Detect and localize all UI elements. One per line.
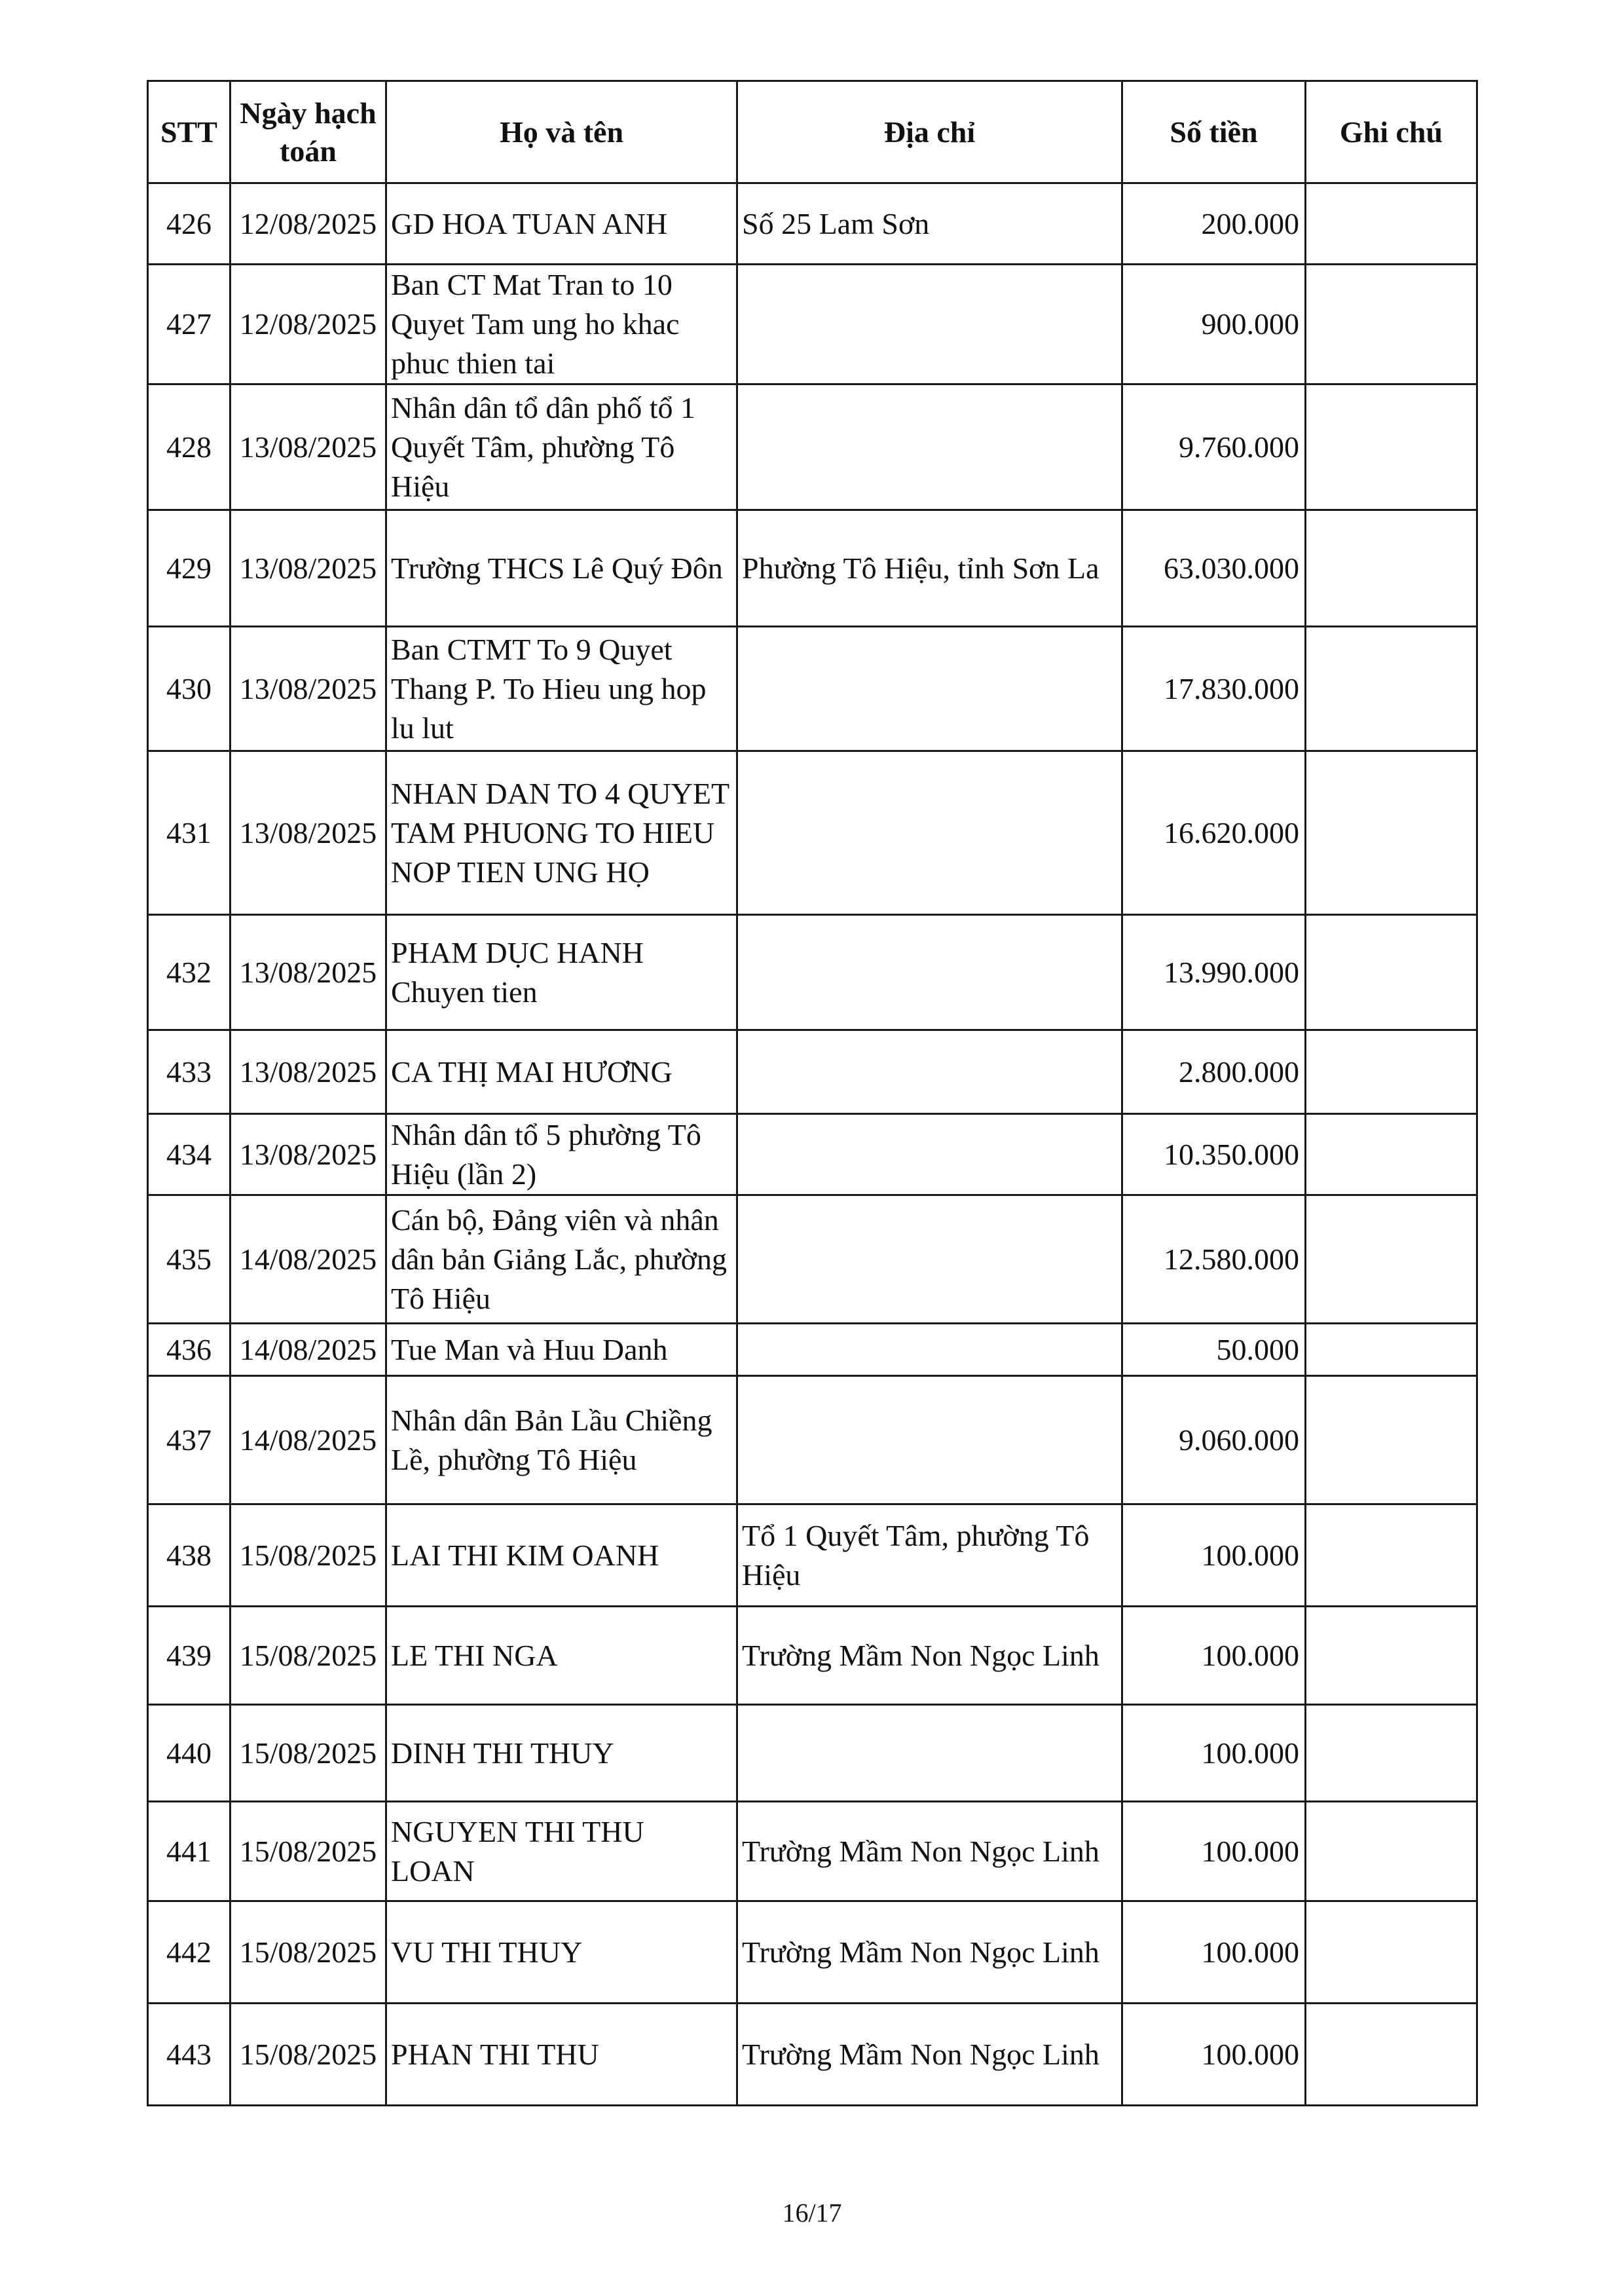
cell-stt: 437 bbox=[148, 1376, 231, 1504]
cell-name: Ban CTMT To 9 Quyet Thang P. To Hieu ung hop lu lut bbox=[386, 627, 737, 751]
cell-address bbox=[737, 1195, 1122, 1324]
table-row bbox=[148, 1901, 1477, 2004]
cell-date: 13/08/2025 bbox=[231, 751, 386, 915]
cell-stt: 438 bbox=[148, 1504, 231, 1607]
cell-name: PHAM DỤC HANH Chuyen tien bbox=[386, 915, 737, 1030]
table-row bbox=[148, 1030, 1477, 1114]
table-row bbox=[148, 384, 1477, 510]
cell-stt: 426 bbox=[148, 183, 231, 265]
cell-amount: 9.060.000 bbox=[1122, 1376, 1306, 1504]
cell-date: 13/08/2025 bbox=[231, 915, 386, 1030]
table-row bbox=[148, 915, 1477, 1030]
cell-stt: 432 bbox=[148, 915, 231, 1030]
cell-amount: 900.000 bbox=[1122, 265, 1306, 384]
cell-note bbox=[1306, 1195, 1477, 1324]
cell-name: Nhân dân tổ 5 phường Tô Hiệu (lần 2) bbox=[386, 1114, 737, 1195]
cell-date: 13/08/2025 bbox=[231, 1030, 386, 1114]
table-row bbox=[148, 1607, 1477, 1705]
cell-stt: 427 bbox=[148, 265, 231, 384]
cell-address bbox=[737, 751, 1122, 915]
cell-amount: 100.000 bbox=[1122, 1901, 1306, 2004]
cell-note bbox=[1306, 915, 1477, 1030]
cell-amount: 13.990.000 bbox=[1122, 915, 1306, 1030]
cell-note bbox=[1306, 510, 1477, 627]
table-row bbox=[148, 183, 1477, 265]
cell-date: 13/08/2025 bbox=[231, 1114, 386, 1195]
cell-note bbox=[1306, 2004, 1477, 2106]
cell-address: Trường Mầm Non Ngọc Linh bbox=[737, 2004, 1122, 2106]
cell-note bbox=[1306, 1030, 1477, 1114]
table-row bbox=[148, 627, 1477, 751]
cell-note bbox=[1306, 265, 1477, 384]
header-row bbox=[148, 81, 1477, 183]
table-row bbox=[148, 1324, 1477, 1376]
cell-date: 14/08/2025 bbox=[231, 1324, 386, 1376]
cell-address: Số 25 Lam Sơn bbox=[737, 183, 1122, 265]
cell-amount: 16.620.000 bbox=[1122, 751, 1306, 915]
cell-note bbox=[1306, 1504, 1477, 1607]
header-amount: Số tiền bbox=[1122, 81, 1306, 183]
cell-name: Cán bộ, Đảng viên và nhân dân bản Giảng Lắc, phường Tô Hiệu bbox=[386, 1195, 737, 1324]
cell-stt: 433 bbox=[148, 1030, 231, 1114]
cell-name: VU THI THUY bbox=[386, 1901, 737, 2004]
cell-stt: 436 bbox=[148, 1324, 231, 1376]
cell-name: LAI THI KIM OANH bbox=[386, 1504, 737, 1607]
cell-address: Trường Mầm Non Ngọc Linh bbox=[737, 1901, 1122, 2004]
table-row bbox=[148, 1376, 1477, 1504]
cell-address bbox=[737, 627, 1122, 751]
cell-address bbox=[737, 1030, 1122, 1114]
cell-date: 15/08/2025 bbox=[231, 1802, 386, 1901]
table-body bbox=[148, 183, 1477, 2106]
cell-stt: 443 bbox=[148, 2004, 231, 2106]
cell-amount: 50.000 bbox=[1122, 1324, 1306, 1376]
header-name: Họ và tên bbox=[386, 81, 737, 183]
cell-amount: 100.000 bbox=[1122, 2004, 1306, 2106]
header-note: Ghi chú bbox=[1306, 81, 1477, 183]
table-row bbox=[148, 751, 1477, 915]
cell-address bbox=[737, 384, 1122, 510]
cell-name: Trường THCS Lê Quý Đôn bbox=[386, 510, 737, 627]
table-row bbox=[148, 1195, 1477, 1324]
cell-date: 14/08/2025 bbox=[231, 1195, 386, 1324]
header-address: Địa chỉ bbox=[737, 81, 1122, 183]
cell-amount: 200.000 bbox=[1122, 183, 1306, 265]
page-number: 16/17 bbox=[782, 2198, 842, 2228]
cell-name: DINH THI THUY bbox=[386, 1705, 737, 1802]
cell-name: Nhân dân tổ dân phố tổ 1 Quyết Tâm, phường Tô Hiệu bbox=[386, 384, 737, 510]
table-row bbox=[148, 510, 1477, 627]
cell-address: Trường Mầm Non Ngọc Linh bbox=[737, 1802, 1122, 1901]
table-row bbox=[148, 1504, 1477, 1607]
cell-name: PHAN THI THU bbox=[386, 2004, 737, 2106]
header-date: Ngày hạch toán bbox=[231, 81, 386, 183]
cell-date: 12/08/2025 bbox=[231, 183, 386, 265]
cell-address bbox=[737, 1705, 1122, 1802]
cell-date: 15/08/2025 bbox=[231, 1705, 386, 1802]
table-row bbox=[148, 1705, 1477, 1802]
cell-stt: 441 bbox=[148, 1802, 231, 1901]
cell-stt: 431 bbox=[148, 751, 231, 915]
cell-name: Ban CT Mat Tran to 10 Quyet Tam ung ho khac phuc thien tai bbox=[386, 265, 737, 384]
cell-name: LE THI NGA bbox=[386, 1607, 737, 1705]
cell-note bbox=[1306, 1324, 1477, 1376]
table-row bbox=[148, 265, 1477, 384]
cell-note bbox=[1306, 1901, 1477, 2004]
cell-stt: 434 bbox=[148, 1114, 231, 1195]
cell-date: 13/08/2025 bbox=[231, 627, 386, 751]
cell-note bbox=[1306, 751, 1477, 915]
cell-stt: 435 bbox=[148, 1195, 231, 1324]
cell-date: 13/08/2025 bbox=[231, 384, 386, 510]
cell-address: Trường Mầm Non Ngọc Linh bbox=[737, 1607, 1122, 1705]
cell-stt: 439 bbox=[148, 1607, 231, 1705]
cell-amount: 2.800.000 bbox=[1122, 1030, 1306, 1114]
table-row bbox=[148, 1802, 1477, 1901]
cell-address bbox=[737, 1114, 1122, 1195]
cell-address: Tổ 1 Quyết Tâm, phường Tô Hiệu bbox=[737, 1504, 1122, 1607]
cell-date: 15/08/2025 bbox=[231, 1607, 386, 1705]
cell-stt: 428 bbox=[148, 384, 231, 510]
cell-name: Nhân dân Bản Lầu Chiềng Lề, phường Tô Hiệu bbox=[386, 1376, 737, 1504]
cell-address bbox=[737, 1376, 1122, 1504]
cell-address bbox=[737, 265, 1122, 384]
cell-amount: 100.000 bbox=[1122, 1607, 1306, 1705]
cell-amount: 17.830.000 bbox=[1122, 627, 1306, 751]
cell-address bbox=[737, 915, 1122, 1030]
cell-note bbox=[1306, 1705, 1477, 1802]
cell-note bbox=[1306, 1114, 1477, 1195]
cell-name: NGUYEN THI THU LOAN bbox=[386, 1802, 737, 1901]
cell-name: NHAN DAN TO 4 QUYET TAM PHUONG TO HIEU NOP TIEN UNG HỌ bbox=[386, 751, 737, 915]
cell-amount: 100.000 bbox=[1122, 1802, 1306, 1901]
cell-date: 12/08/2025 bbox=[231, 265, 386, 384]
cell-note bbox=[1306, 1376, 1477, 1504]
table-row bbox=[148, 1114, 1477, 1195]
cell-date: 15/08/2025 bbox=[231, 2004, 386, 2106]
cell-amount: 10.350.000 bbox=[1122, 1114, 1306, 1195]
cell-amount: 63.030.000 bbox=[1122, 510, 1306, 627]
cell-name: CA THỊ MAI HƯƠNG bbox=[386, 1030, 737, 1114]
header-stt: STT bbox=[148, 81, 231, 183]
cell-stt: 430 bbox=[148, 627, 231, 751]
cell-amount: 9.760.000 bbox=[1122, 384, 1306, 510]
cell-stt: 440 bbox=[148, 1705, 231, 1802]
cell-amount: 12.580.000 bbox=[1122, 1195, 1306, 1324]
cell-name: GD HOA TUAN ANH bbox=[386, 183, 737, 265]
cell-date: 13/08/2025 bbox=[231, 510, 386, 627]
cell-stt: 442 bbox=[148, 1901, 231, 2004]
cell-name: Tue Man và Huu Danh bbox=[386, 1324, 737, 1376]
cell-note bbox=[1306, 183, 1477, 265]
cell-date: 14/08/2025 bbox=[231, 1376, 386, 1504]
cell-amount: 100.000 bbox=[1122, 1504, 1306, 1607]
cell-note bbox=[1306, 384, 1477, 510]
cell-note bbox=[1306, 1607, 1477, 1705]
donation-table bbox=[147, 80, 1478, 2106]
cell-date: 15/08/2025 bbox=[231, 1901, 386, 2004]
cell-address bbox=[737, 1324, 1122, 1376]
cell-amount: 100.000 bbox=[1122, 1705, 1306, 1802]
table-row bbox=[148, 2004, 1477, 2106]
cell-note bbox=[1306, 627, 1477, 751]
cell-note bbox=[1306, 1802, 1477, 1901]
cell-date: 15/08/2025 bbox=[231, 1504, 386, 1607]
cell-address: Phường Tô Hiệu, tỉnh Sơn La bbox=[737, 510, 1122, 627]
cell-stt: 429 bbox=[148, 510, 231, 627]
